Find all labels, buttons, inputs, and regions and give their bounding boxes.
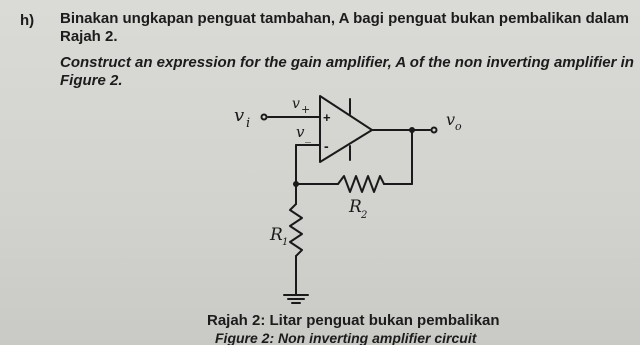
- feedback-node: [293, 181, 299, 187]
- output-node: [409, 127, 415, 133]
- vo-subscript: o: [455, 120, 462, 133]
- vi-label: v: [234, 105, 245, 126]
- resistor-r2: [338, 176, 384, 192]
- vplus-subscript: +: [301, 103, 311, 116]
- figure-caption-english: Figure 2: Non inverting amplifier circuit: [215, 330, 477, 345]
- vminus-subscript: _: [305, 129, 311, 143]
- question-malay-line-2: Rajah 2.: [60, 28, 118, 45]
- vo-label: v: [446, 110, 456, 129]
- vplus-label: v: [292, 96, 300, 112]
- question-english-line-1: Construct an expression for the gain amplifier, A of the non inverting amplifier in: [60, 54, 634, 71]
- question-malay-line-1: Binakan ungkapan penguat tambahan, A bagi penguat bukan pembalikan dalam: [60, 10, 629, 27]
- input-terminal: [262, 115, 267, 120]
- question-english-line-2: Figure 2.: [60, 72, 123, 89]
- minus-sign: -: [324, 138, 329, 154]
- vminus-label: v: [296, 123, 305, 141]
- r2-subscript: 2: [361, 210, 368, 221]
- resistor-r1: [290, 204, 302, 256]
- r1-label: R: [270, 225, 283, 245]
- figure-caption-malay: Rajah 2: Litar penguat bukan pembalikan: [207, 312, 500, 329]
- r1-subscript: 1: [282, 237, 289, 248]
- output-terminal: [432, 128, 437, 133]
- plus-sign: +: [323, 110, 331, 125]
- r2-label: R: [349, 197, 362, 217]
- vi-subscript: i: [246, 116, 251, 131]
- question-number: h): [20, 12, 35, 29]
